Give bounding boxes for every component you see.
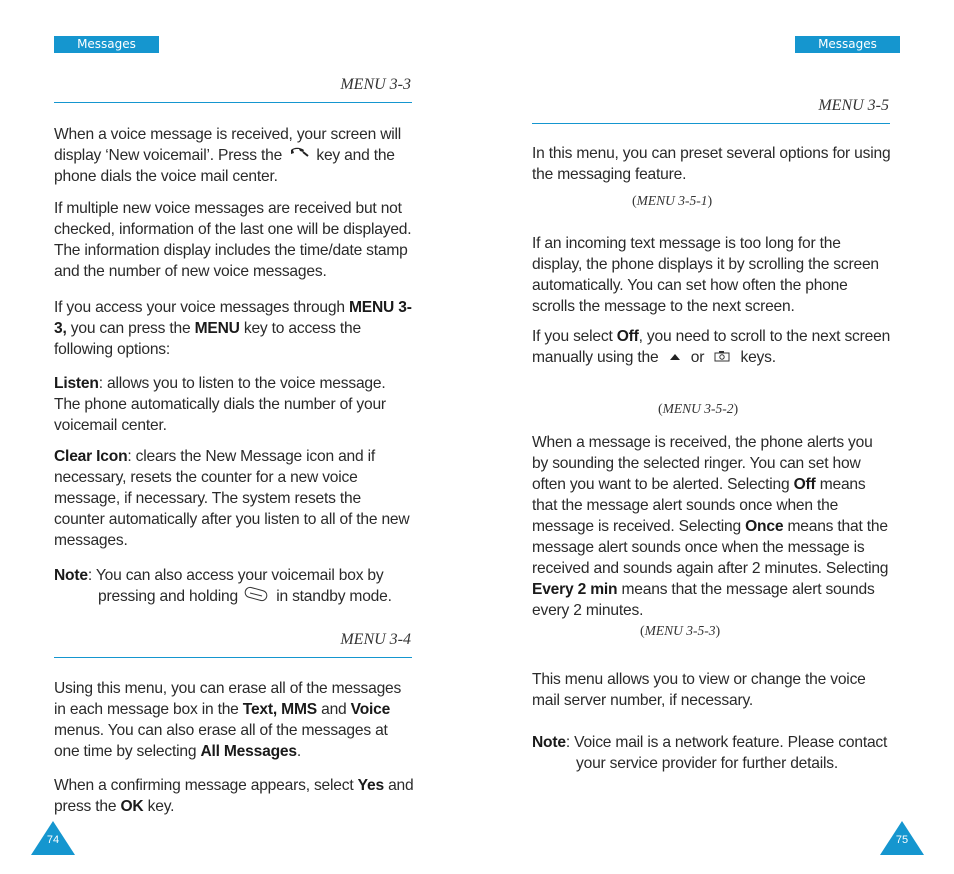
paragraph-scroll: If an incoming text message is too long for the display, the phone displays it by scrolling the screen automatically. You can set how often the phone scrolls the message to the next screen. — [532, 235, 879, 315]
section-header-tab: Messages — [795, 36, 900, 53]
section-header-tab: Messages — [54, 36, 159, 53]
note-voicemail: Note: You can also access your voicemail box by pressing and holding in standby mode. — [54, 565, 414, 608]
paragraph-scroll-off: If you select Off, you need to scroll to the next screen manually using the or keys. — [532, 326, 892, 368]
menu-label-3-5: MENU 3-5 — [818, 97, 889, 114]
submenu-label-3-5-3: (MENU 3-5-3) — [640, 623, 721, 639]
submenu-label-3-5-1: (MENU 3-5-1) — [632, 193, 713, 209]
paragraph-voice-received: When a voice message is received, your screen will display ‘New voicemail’. Press the key and the phone dials the voice mail center. — [54, 126, 402, 186]
paragraph-alert: When a message is received, the phone alerts you by sounding the selected ringer. You can set how often you want to be alerted. Selecting Off means that the message alert sounds once when the message is received. Selecting Once means that the message alert sounds once when the message is received and sounds again after 2 minutes. Selecting Every 2 min means that the message alert sounds every 2 minutes. — [532, 434, 889, 619]
submenu-label-3-5-2: (MENU 3-5-2) — [658, 401, 739, 417]
up-arrow-key-icon — [669, 347, 681, 368]
camera-key-icon — [714, 347, 730, 368]
menu-label-3-3: MENU 3-3 — [340, 76, 411, 93]
option-clear-icon: Clear Icon: clears the New Message icon and if necessary, resets the counter for a new voice message, if necessary. The system resets the counter automatically after you listen to all of the new messages. — [54, 448, 410, 549]
page-number: 74 — [46, 834, 60, 846]
divider — [54, 657, 412, 658]
right-page — [477, 0, 954, 874]
paragraph-voicemail-server: This menu allows you to view or change the voice mail server number, if necessary. — [532, 671, 866, 709]
paragraph-erase-messages: Using this menu, you can erase all of the messages in each message box in the Text, MMS and Voice menus. You can also erase all of the messages at one time by selecting All Messages. — [54, 680, 402, 760]
option-listen: Listen: allows you to listen to the voice message. The phone automatically dials the number of your voicemail center. — [54, 375, 386, 434]
paragraph-intro: In this menu, you can preset several options for using the messaging feature. — [532, 145, 891, 183]
menu-label-3-4: MENU 3-4 — [340, 631, 411, 648]
paragraph-multiple-messages: If multiple new voice messages are received but not checked, information of the last one will be displayed. The information display includes the time/date stamp and the number of new voice messages. — [54, 200, 412, 280]
send-call-key-icon — [286, 145, 312, 166]
paragraph-confirm: When a confirming message appears, select Yes and press the OK key. — [54, 777, 414, 815]
page-number: 75 — [895, 834, 909, 846]
divider — [532, 123, 890, 124]
paragraph-menu-access: If you access your voice messages through MENU 3-3, you can press the MENU key to access the following options: — [54, 299, 412, 358]
voicemail-key-icon — [242, 586, 272, 608]
note-network: Note: Voice mail is a network feature. Please contact your service provider for further details. — [532, 734, 888, 772]
divider — [54, 102, 412, 103]
